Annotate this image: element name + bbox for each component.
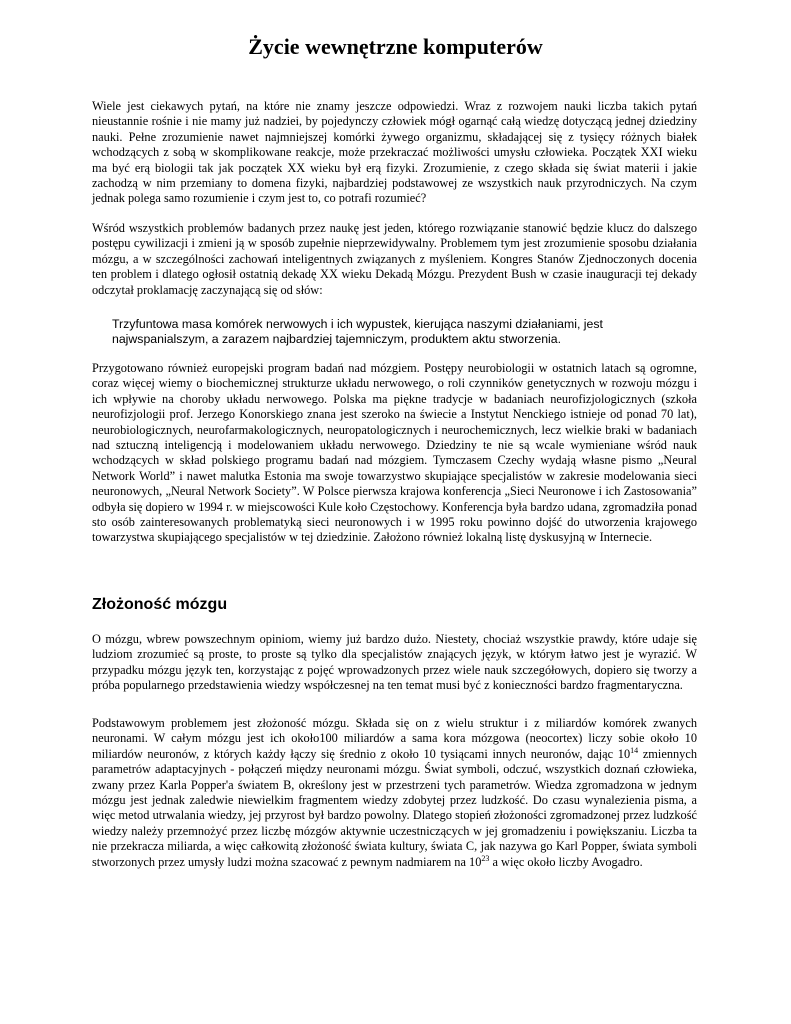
paragraph-brain-problem: Wśród wszystkich problemów badanych przez naukę jest jeden, którego rozwiązanie stanowić będzie klucz do dalszego postępu cywilizacji i zmieni ją w sposób zupełnie nieprzewidywalny. Problemem tym jest zrozumienie sposobu działania mózgu, a w szczególności zachowań inteligentnych związanych z myśleniem. Kongres Stanów Zjednoczonych docenia ten problem i dlatego ogłosił ostatnią dekadę XX wieku Dekadą Mózgu. Prezydent Bush w czasie inauguracji tej dekady odczytał proklamację zaczynającą się od słów: (92, 221, 697, 297)
complexity-text-part-2: zmiennych parametrów adaptacyjnych - połączeń między neuronami mózgu. Świat symboli, odczuć, wszystkich doznań człowieka, zwany przez Karla Popper'a światem B, określony jest w przestrzeni tych parametrów. Wiedza zgromadzona w jednym mózgu jest jednak zaledwie niewielkim fragmentem wiedzy zdobytej przez ludzkość. Do czasu wynalezienia pisma, a więc metod utrwalania wiedzy, jej przyrost był bardzo powolny. Dlatego stopień złożoności zgromadzonej przez ludzkość wiedzy należy przemnożyć przez liczbę mózgów aktywnie uczestniczących w jej gromadzeniu i powiększaniu. Liczba ta nie przekracza miliarda, a więc całkowitą złożoność świata kultury, świata C, jak nazywa go Karl Popper, świata symboli stworzonych przez umysły ludzi można szacować z pewnym nadmiarem na 10 (92, 746, 697, 869)
paragraph-brain-complexity (92, 716, 697, 870)
section-heading: Złożoność mózgu (92, 596, 228, 613)
exponent-14: 14 (630, 745, 639, 755)
proclamation-quote: Trzyfuntowa masa komórek nerwowych i ich wypustek, kierująca naszymi działaniami, jest najwspanialszym, a zarazem najbardziej tajemniczym, produktem aktu stworzenia. (112, 317, 603, 347)
complexity-text-part-3: a więc około liczby Avogadro. (489, 854, 643, 869)
paragraph-intro: Wiele jest ciekawych pytań, na które nie znamy jeszcze odpowiedzi. Wraz z rozwojem nauki liczba takich pytań nieustannie rośnie i nie mamy już nadziei, by pojedynczy człowiek mógł ogarnąć całą wiedzę dotyczącą jednej dziedziny nauki. Pełne zrozumienie nawet najmniejszej komórki żywego organizmu, składającej się z tysięcy różnych białek wchodzących z sobą w skomplikowane reakcje, może przekraczać możliwości umysłu człowieka. Początek XXI wieku ma być erą biologii tak jak początek XX wieku był erą fizyki. Zrozumienie, z czego składa się świat materii i jakie zachodzą w nim przemiany to domena fizyki, najbardziej podstawowej ze wszystkich nauk przyrodniczych. Na czym jednak polega samo rozumienie i czym jest to, co potrafi rozumieć? (92, 99, 697, 206)
exponent-23: 23 (481, 853, 490, 863)
paragraph-brain-knowledge: O mózgu, wbrew powszechnym opiniom, wiemy już bardzo dużo. Niestety, chociaż wszystkie prawdy, które udaje się ludziom zrozumieć są proste, to proste są tylko dla specjalistów znających język, w którym łatwo jest je wyrazić. W przypadku mózgu język ten, korzystając z pojęć wprowadzonych przez wiele nauk szczegółowych, dopiero się tworzy a próba popularnego przedstawienia wiedzy współczesnej na ten temat musi być z konieczności bardzo fragmentaryczna. (92, 632, 697, 693)
paragraph-european-program: Przygotowano również europejski program badań nad mózgiem. Postępy neurobiologii w ostatnich latach są ogromne, coraz więcej wiemy o biochemicznej strukturze układu nerwowego, o roli czynników genetycznych w rozwoju mózgu i ich wpływie na choroby układu nerwowego. Polska ma piękne tradycje w badaniach neurofizjologicznych (szkoła neurofizjologii prof. Jerzego Konorskiego znana jest szeroko na świecie a Instytut Nenckiego istnieje od ponad 70 lat), neurobiologicznych, neurofarmakologicznych, neuropatologicznych i neurochemicznych, lecz wielkie braki w badaniach nad sztuczną inteligencją i modelowaniem układu nerwowego. Dziedziny te nie są wcale wymieniane wśród nauk wchodzących w skład polskiego programu badań nad mózgiem. Tymczasem Czechy wydają własne pismo „Neural Network World” i nawet malutka Estonia ma swoje towarzystwo skupiające specjalistów w zakresie modelowania sieci neuronowych, „Neural Network Society”. W Polsce pierwsza krajowa konferencja „Sieci Neuronowe i ich Zastosowania” odbyła się dopiero w 1994 r. w miejscowości Kule koło Częstochowy. Konferencja była bardzo udana, zgromadziła ponad sto osób zainteresowanych problematyką sieci neuronowych i w 1995 roku powinno dojść do utworzenia krajowego towarzystwa skupiającego specjalistów w tej dziedzinie. Założono również lokalną listę dyskusyjną w Internecie. (92, 361, 697, 545)
page-title: Życie wewnętrzne komputerów (248, 34, 543, 59)
complexity-text-part-1: Podstawowym problemem jest złożoność mózgu. Składa się on z wielu struktur i z miliardów komórek zwanych neuronami. W całym mózgu jest ich około100 miliardów a sama kora mózgowa (neocortex) liczy sobie około 10 miliardów neuronów, z których każdy łączy się średnio z około 10 tysiącami innych neuronów, dając 10 (92, 716, 697, 761)
